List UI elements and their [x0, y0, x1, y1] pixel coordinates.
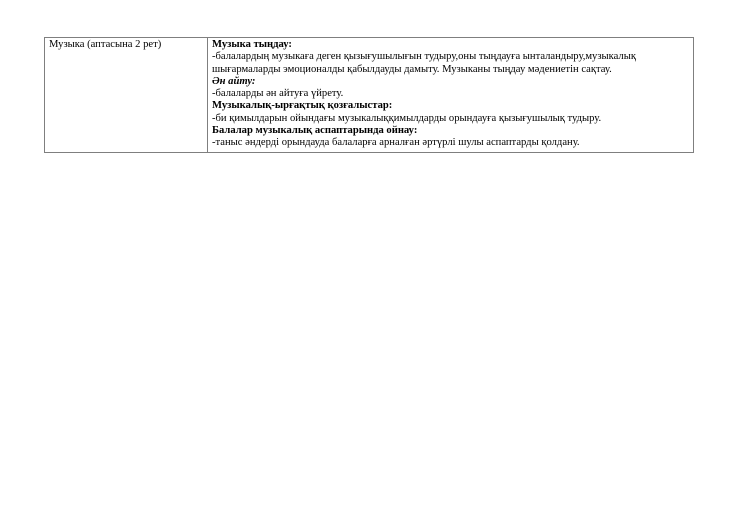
content-cell: [208, 38, 694, 153]
section-heading-rhythmic-movements: Музыкалық-ырғақтық қозғалыстар:: [212, 100, 393, 112]
section-heading-instruments: Балалар музыкалық аспаптарында ойнау:: [212, 125, 418, 137]
subject-cell: [45, 38, 208, 153]
section-text-rhythmic-movements: -би қимылдарын ойындағы музыкалыққимылдарды орындауға қызығушылық тудыру.: [212, 112, 602, 124]
section-text-singing: -балаларды ән айтуға үйрету.: [212, 88, 344, 100]
section-text-instruments: -таныс әндерді орындауда балаларға арналған әртүрлі шулы аспаптарды қолдану.: [212, 137, 580, 149]
section-heading-singing: Ән айту:: [212, 75, 256, 87]
curriculum-table: [44, 37, 694, 153]
section-text-listening: -балалардың музыкаға деген қызығушылығын тудыру,оны тыңдауға ынталандыру,музыкалық шығармаларды эмоционалды қабылдауды дамыту. Музыканы тыңдау мәдениетін сақтау.: [212, 51, 636, 75]
subject-label: Музыка (аптасына 2 рет): [49, 39, 162, 50]
table-row: [45, 38, 694, 153]
section-heading-listening: Музыка тыңдау:: [212, 39, 292, 50]
